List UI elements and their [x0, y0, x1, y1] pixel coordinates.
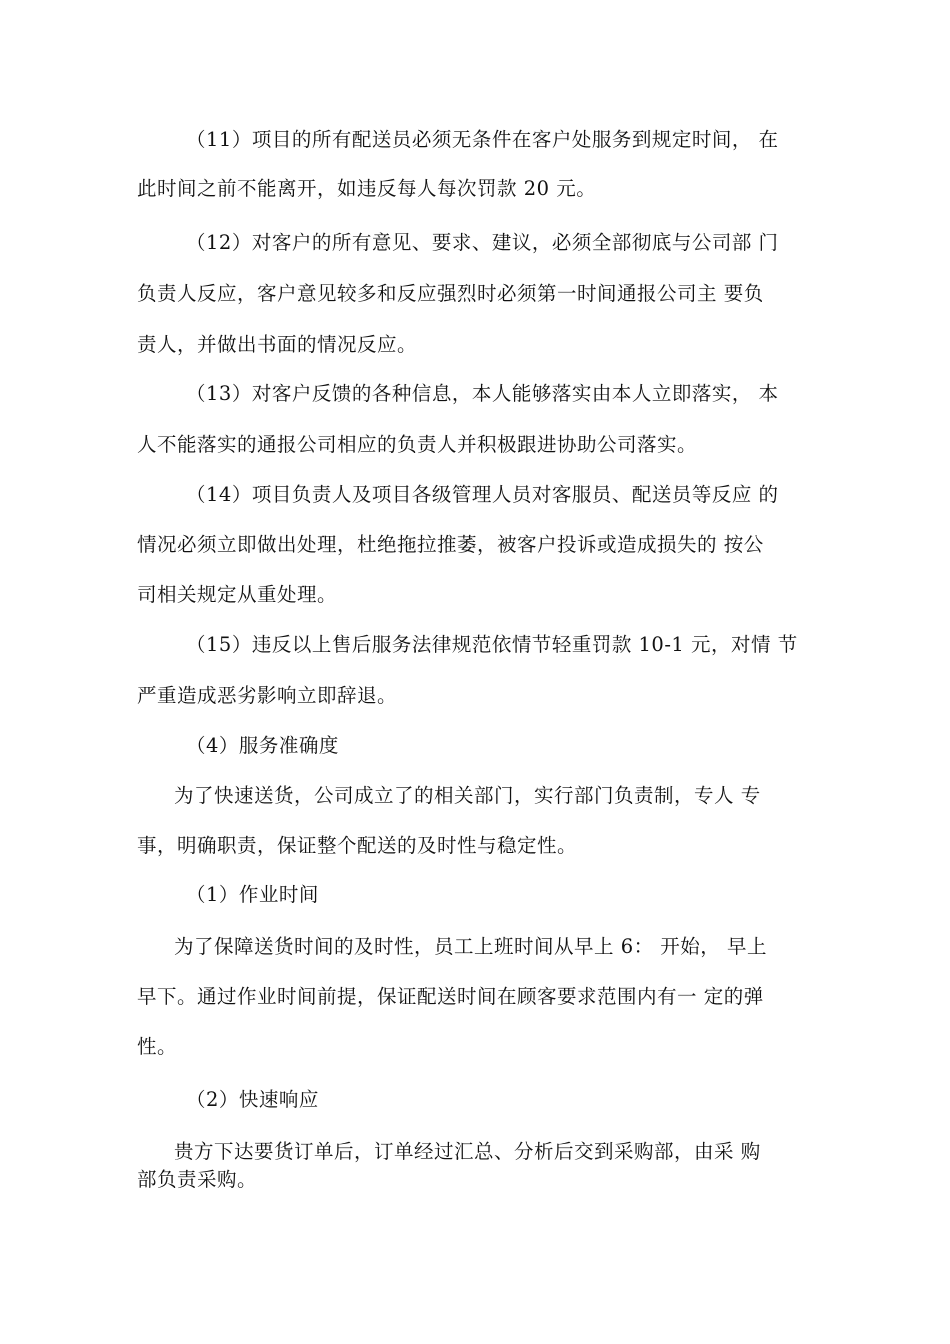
paragraph-line: （14）项目负责人及项目各级管理人员对客服员、配送员等反应 的	[186, 483, 779, 506]
section-heading: （2）快速响应	[186, 1088, 319, 1111]
paragraph-line: 此时间之前不能离开，如违反每人每次罚款 20 元。	[137, 177, 597, 200]
paragraph-line: （12）对客户的所有意见、要求、建议，必须全部彻底与公司部 门	[186, 231, 779, 254]
paragraph-line: （15）违反以上售后服务法律规范依情节轻重罚款 10-1 元，对情 节	[186, 633, 798, 656]
paragraph-line: 部负责采购。	[137, 1168, 258, 1191]
paragraph-line: 为了快速送货，公司成立了的相关部门，实行部门负责制，专人 专	[174, 784, 761, 807]
paragraph-line: 为了保障送货时间的及时性，员工上班时间从早上 6： 开始， 早上	[174, 935, 768, 958]
paragraph-line: 贵方下达要货订单后，订单经过汇总、分析后交到采购部，由采 购	[174, 1140, 761, 1163]
paragraph-line: 事，明确职责，保证整个配送的及时性与稳定性。	[137, 834, 578, 857]
paragraph-line: 责人，并做出书面的情况反应。	[137, 333, 418, 356]
paragraph-line: 严重造成恶劣影响立即辞退。	[137, 684, 398, 707]
paragraph-line: 性。	[137, 1035, 178, 1058]
paragraph-line: （13）对客户反馈的各种信息，本人能够落实由本人立即落实， 本	[186, 382, 779, 405]
section-heading: （1）作业时间	[186, 883, 319, 906]
paragraph-line: （11）项目的所有配送员必须无条件在客户处服务到规定时间， 在	[186, 128, 779, 151]
paragraph-line: 人不能落实的通报公司相应的负责人并积极跟进协助公司落实。	[137, 433, 698, 456]
paragraph-line: 早下。通过作业时间前提，保证配送时间在顾客要求范围内有一 定的弹	[137, 985, 764, 1008]
paragraph-line: 负责人反应，客户意见较多和反应强烈时必须第一时间通报公司主 要负	[137, 282, 764, 305]
paragraph-line: 司相关规定从重处理。	[137, 583, 338, 606]
paragraph-line: 情况必须立即做出处理，杜绝拖拉推萎，被客户投诉或造成损失的 按公	[137, 533, 764, 556]
section-heading: （4）服务准确度	[186, 734, 339, 757]
